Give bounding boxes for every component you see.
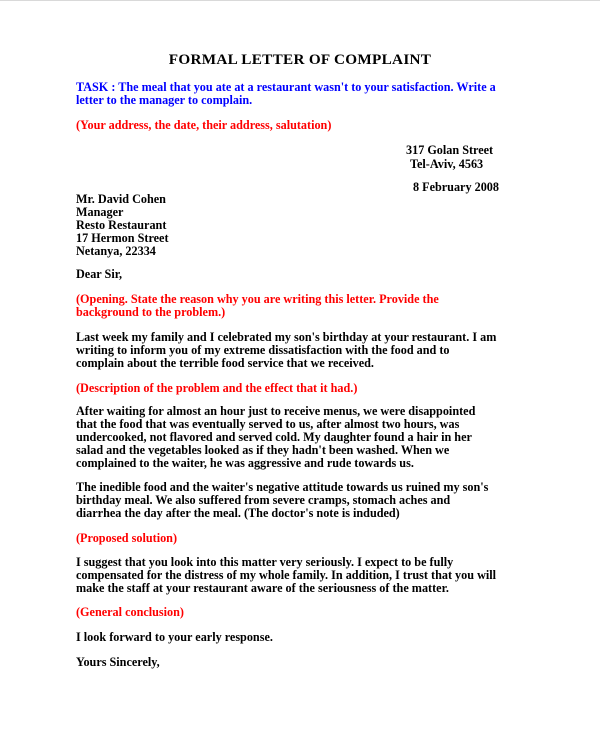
- task-line: TASK : The meal that you ate at a restaurant wasn't to your satisfaction. Write a: [76, 80, 496, 94]
- task-instructions: [76, 81, 496, 107]
- paragraph-line: birthday meal. We also suffered from severe cramps, stomach aches and: [76, 492, 451, 507]
- paragraph-opening: [76, 331, 496, 370]
- sender-address-line: Tel-Aviv, 4563: [410, 157, 484, 171]
- paragraph-conclusion: I look forward to your early response.: [76, 630, 273, 644]
- letter-title: FORMAL LETTER OF COMPLAINT: [168, 51, 432, 68]
- paragraph-line: writing to inform you of my extreme dissatisfaction with the food and to: [76, 342, 450, 357]
- hint-solution: (Proposed solution): [76, 531, 178, 545]
- salutation: Dear Sir,: [76, 267, 123, 281]
- sender-address-line: 317 Golan Street: [406, 143, 494, 157]
- hint-opening: [76, 293, 439, 319]
- paragraph-line: The inedible food and the waiter's negative attitude towards us ruined my son's: [76, 480, 489, 494]
- hint-line: (Opening. State the reason why you are writing this letter. Provide the: [76, 292, 439, 306]
- recipient-line: Netanya, 22334: [76, 244, 156, 259]
- recipient-line: Resto Restaurant: [76, 218, 167, 233]
- paragraph-line: I suggest that you look into this matter very seriously. I expect to be fully: [76, 555, 454, 569]
- closing: Yours Sincerely,: [76, 655, 160, 669]
- recipient-line: Manager: [76, 205, 124, 220]
- task-line: letter to the manager to complain.: [76, 92, 253, 107]
- recipient-line: 17 Hermon Street: [76, 231, 169, 246]
- paragraph-line: undercooked, not flavored and served cold. My daughter found a hair in her: [76, 429, 472, 444]
- sender-address: [406, 143, 493, 171]
- paragraph-line: make the staff at your restaurant aware of the seriousness of the matter.: [76, 580, 449, 595]
- hint-line: background to the problem.): [76, 304, 226, 319]
- paragraph-solution: [76, 556, 496, 595]
- recipient-line: Mr. David Cohen: [76, 192, 166, 206]
- paragraph-line: diarrhea the day after the meal. (The doctor's note is induded): [76, 505, 400, 520]
- paragraph-line: compensated for the distress of my whole family. In addition, I trust that you will: [76, 567, 497, 582]
- hint-description: (Description of the problem and the effect that it had.): [76, 381, 358, 395]
- paragraph-line: that the food that was eventually served to us, after almost two hours, was: [76, 416, 460, 431]
- hint-intro: (Your address, the date, their address, salutation): [76, 118, 332, 132]
- recipient-address: [76, 193, 169, 258]
- paragraph-line: After waiting for almost an hour just to receive menus, we were disappointed: [76, 404, 476, 418]
- paragraph-line: salad and the vegetables looked as if they hadn't been washed. When we: [76, 442, 450, 457]
- page-top-edge: [0, 0, 600, 1]
- letter-date: 8 February 2008: [413, 180, 499, 194]
- paragraph-description-1: [76, 405, 475, 470]
- hint-conclusion: (General conclusion): [76, 605, 184, 619]
- paragraph-line: complain about the terrible food service that we received.: [76, 355, 374, 370]
- paragraph-line: Last week my family and I celebrated my son's birthday at your restaurant. I am: [76, 330, 497, 344]
- paragraph-description-2: [76, 481, 488, 520]
- paragraph-line: complained to the waiter, he was aggressive and rude towards us.: [76, 455, 414, 470]
